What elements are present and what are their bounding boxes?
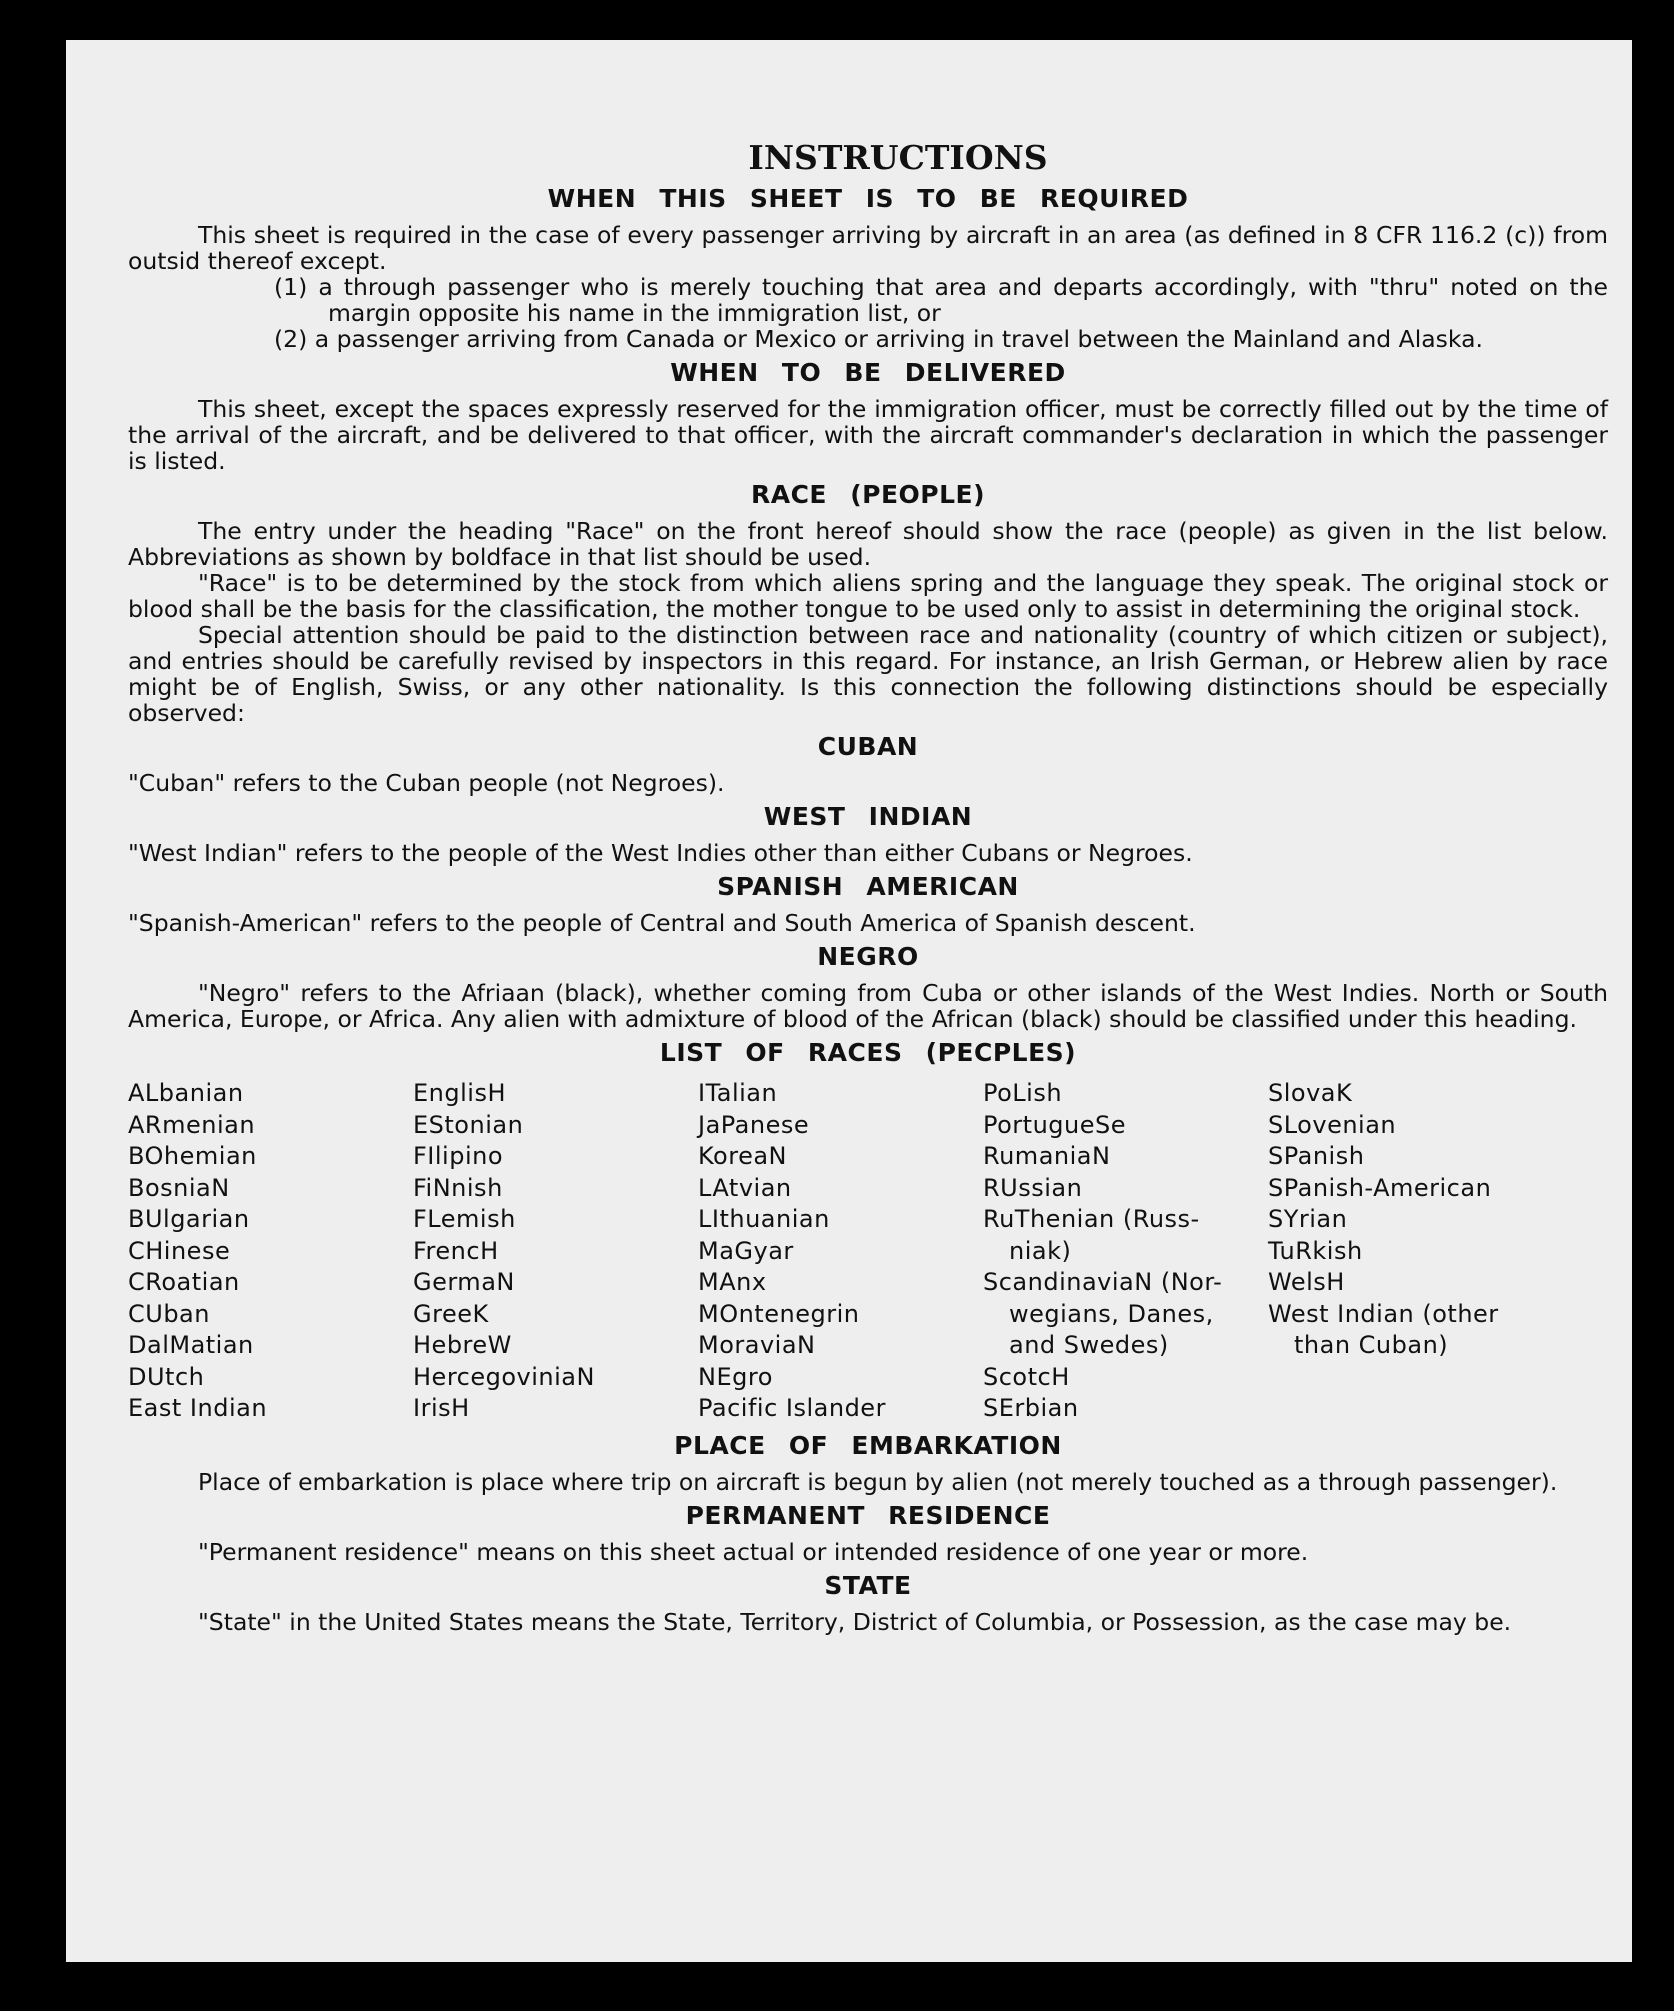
heading-spanish-american: SPANISH AMERICAN [717,872,1019,901]
race-item: DUtch [128,1362,205,1391]
race-item: BosniaN [128,1173,230,1202]
race-item: RUssian [983,1173,1083,1202]
heading-delivered: WHEN TO BE DELIVERED [670,358,1066,387]
race-item: FrencH [413,1236,499,1265]
heading-race: RACE (PEOPLE) [750,480,986,509]
race-item: GermaN [413,1268,515,1296]
race-item: Pacific Islander [698,1394,886,1422]
race-item: RumaniaN [983,1142,1111,1170]
race-item: CUban [128,1299,210,1328]
race-item: ARmenian [128,1110,256,1139]
races-column-5 [1268,1078,1553,1425]
race-paragraph-1: The entry under the heading "Race" on the front hereof should show the race (people) as given in the list below. Abbreviations as shown by boldface in that list should be used. [128,517,1608,571]
race-item: West Indian (other [1268,1299,1499,1328]
race-item: East Indian [128,1394,268,1422]
races-column-2 [413,1078,698,1425]
races-column-4 [983,1078,1268,1425]
embarkation-text: Place of embarkation is place where trip on aircraft is begun by alien (not merely touched as a through passenger). [198,1467,1558,1496]
race-item: CRoatian [128,1268,240,1296]
race-item: IrisH [413,1394,470,1422]
heading-state: STATE [824,1570,912,1600]
heading-west-indian: WEST INDIAN [763,802,973,831]
race-item: TuRkish [1268,1236,1363,1265]
race-item: wegians, Danes, [1009,1299,1214,1328]
race-item: FIlipino [413,1142,504,1170]
heading-permanent-residence: PERMANENT RESIDENCE [685,1500,1051,1530]
race-item: JaPanese [698,1110,810,1139]
race-item: MAnx [698,1268,767,1296]
race-item: KoreaN [698,1142,787,1170]
negro-text: "Negro" refers to the Afriaan (black), whether coming from Cuba or other islands of the West Indies. North or South America, Europe, or Africa. Any alien with admixture of blood of the African (black) should be classified under this heading. [128,979,1608,1033]
required-item-2: (2) a passenger arriving from Canada or Mexico or arriving in travel between the Mainland and Alaska. [274,325,1483,353]
race-item: HercegoviniaN [413,1362,595,1391]
heading-cuban: CUBAN [817,732,919,761]
race-item: MoraviaN [698,1331,816,1359]
document-sheet [66,40,1632,1962]
state-text: "State" in the United States means the State, Territory, District of Columbia, or Possession, as the case may be. [198,1607,1512,1636]
race-item: PoLish [983,1079,1063,1107]
race-item: ITalian [698,1079,778,1107]
race-item: BOhemian [128,1142,257,1170]
race-item: SErbian [983,1394,1079,1422]
residence-text: "Permanent residence" means on this sheet actual or intended residence of one year or more. [198,1537,1309,1566]
race-item: LAtvian [698,1173,792,1202]
races-list [128,1078,1608,1425]
race-item: CHinese [128,1236,231,1265]
delivered-text: This sheet, except the spaces expressly reserved for the immigration officer, must be correctly filled out by the time of the arrival of the aircraft, and be delivered to that officer, with the aircraft commander's declaration in which the passenger is listed. [128,395,1608,475]
race-item: RuThenian (Russ- [983,1205,1200,1233]
page-title: INSTRUCTIONS [748,138,1048,177]
race-item: GreeK [413,1299,489,1328]
race-item: SPanish-American [1268,1173,1492,1202]
race-item: MOntenegrin [698,1299,860,1328]
race-paragraph-2: "Race" is to be determined by the stock from which aliens spring and the language they speak. The original stock or blood shall be the basis for the classification, the mother tongue to be used only to assist in determining the original stock. [128,569,1608,623]
races-column-3 [698,1078,983,1425]
required-text: This sheet is required in the case of every passenger arriving by aircraft in an area (as defined in 8 CFR 116.2 (c)) from outsid thereof except. [128,221,1608,275]
race-item: FiNnish [413,1173,503,1202]
race-item: FLemish [413,1205,516,1233]
heading-list-of-races: LIST OF RACES (PECPLES) [659,1038,1077,1067]
race-item: ALbanian [128,1079,244,1107]
west-indian-text: "West Indian" refers to the people of the West Indies other than either Cubans or Negroes. [128,839,1193,867]
spanish-american-text: "Spanish-American" refers to the people of Central and South America of Spanish descent. [128,909,1196,937]
race-item: MaGyar [698,1236,794,1265]
race-item: EStonian [413,1110,524,1139]
race-item: ScandinaviaN (Nor- [983,1268,1223,1296]
race-item: NEgro [698,1362,773,1391]
cuban-text: "Cuban" refers to the Cuban people (not Negroes). [128,769,725,797]
race-item: EnglisH [413,1079,506,1107]
race-item: WelsH [1268,1268,1345,1296]
race-item: SLovenian [1268,1110,1397,1139]
race-item: and Swedes) [1009,1331,1169,1359]
race-item: niak) [1009,1236,1072,1265]
race-item: ScotcH [983,1362,1070,1391]
race-paragraph-3: Special attention should be paid to the distinction between race and nationality (country of which citizen or subject), and entries should be carefully revised by inspectors in this regard. For instance, an Irish German, or Hebrew alien by race might be of English, Swiss, or any other nationality. Is this connection the following distinctions should be especially observed: [128,621,1608,727]
race-item: SYrian [1268,1205,1348,1233]
heading-required: WHEN THIS SHEET IS TO BE REQUIRED [547,184,1189,213]
heading-negro: NEGRO [817,942,919,971]
race-item: LIthuanian [698,1205,830,1233]
race-item: BUlgarian [128,1205,250,1233]
race-item: PortugueSe [983,1110,1126,1139]
required-item-1: (1) a through passenger who is merely touching that area and departs accordingly, with "thru" noted on the margin opposite his name in the immigration list, or [274,273,1608,327]
heading-embarkation: PLACE OF EMBARKATION [674,1430,1062,1460]
race-item: DalMatian [128,1331,254,1359]
race-item: SlovaK [1268,1079,1353,1107]
instructions-content [128,138,1608,1635]
race-item: than Cuban) [1294,1331,1449,1359]
races-column-1 [128,1078,413,1425]
race-item: HebreW [413,1331,512,1359]
race-item: SPanish [1268,1142,1365,1170]
